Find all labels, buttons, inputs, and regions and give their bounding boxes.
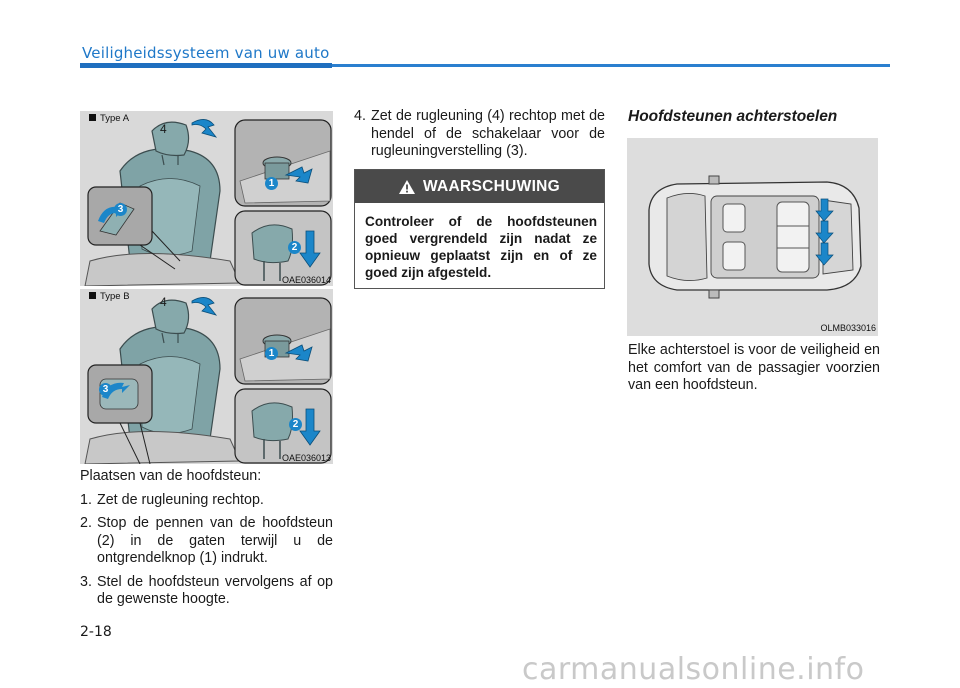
warning-title: WAARSCHUWING [422,177,561,195]
callout-2: 2 [289,418,302,431]
callout-1: 1 [265,347,278,360]
callout-2: 2 [288,241,301,254]
figure-code: OAE036014 [281,275,331,285]
type-a-label: Type A [89,113,129,124]
watermark: carmanualsonline.info [522,652,865,687]
figure-code: OAE036013 [281,453,331,463]
callout-3: 3 [99,383,112,396]
black-square-icon [89,292,96,299]
rear-headrests-heading: Hoofdsteunen achterstoelen [628,108,838,125]
page-number: 2-18 [80,624,112,640]
warning-box [354,169,605,289]
figure-type-b [80,289,333,464]
car-topview-illustration [627,138,878,336]
header-rule [80,64,890,67]
list-item: 3. Stel de hoofdsteun vervolgens af op de gewenste hoogte. [80,573,333,607]
figure-car-topview [627,138,878,336]
type-b-label: Type B [89,291,130,302]
install-instructions [80,468,333,615]
black-square-icon [89,114,96,121]
list-item: 4. Zet de rugleuning (4) rechtop met de hendel of de schakelaar voor de rugleuningverstelling (3). [354,108,605,159]
warning-triangle-icon [399,180,415,194]
rear-headrests-text: Elke achterstoel is voor de veiligheid en het comfort van de passagier voorzien van een hoofdsteun. [628,342,880,393]
install-step-4 [354,108,605,167]
section-title: Veiligheidssysteem van uw auto [82,44,330,62]
callout-1: 1 [265,177,278,190]
warning-body: Controleer of de hoofdsteunen goed vergrendeld zijn nadat ze opnieuw geplaatst zijn en of ze goed zijn afgesteld. [365,214,597,280]
callout-4: 4 [160,295,167,309]
list-item: 2. Stop de pennen van de hoofdsteun (2) in de gaten terwijl u de ontgrendelknop (1) indrukt. [80,515,333,566]
install-intro: Plaatsen van de hoofdsteun: [80,468,262,484]
figure-type-a [80,111,333,286]
figure-code: OLMB033016 [820,323,876,333]
list-item: 1. Zet de rugleuning rechtop. [80,491,264,508]
callout-3: 3 [114,203,127,216]
callout-4: 4 [160,122,167,136]
seat-illustration-type-b [80,289,333,464]
seat-illustration-type-a [80,111,333,286]
warning-header [355,170,604,203]
